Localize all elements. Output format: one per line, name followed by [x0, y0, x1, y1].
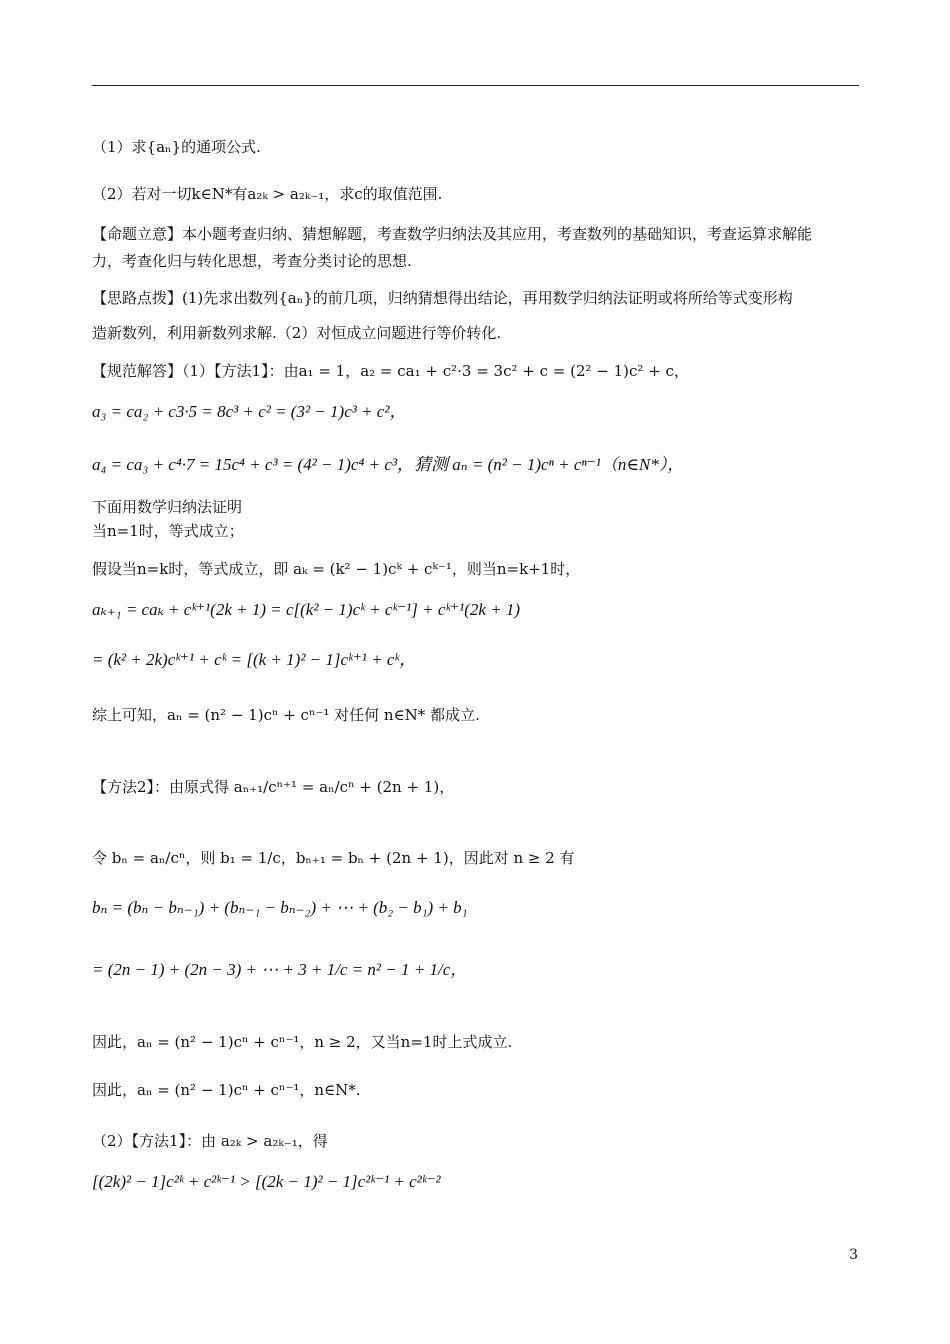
part2-method1-start: （2）【方法1】：由 a₂ₖ > a₂ₖ₋₁，得: [92, 1132, 328, 1150]
induction-base-case: 当n=1时，等式成立；: [92, 522, 244, 540]
hint-paragraph-line-1: 【思路点拨】(1)先求出数列{aₙ}的前几项，归纳猜想得出结论，再用数学归纳法证明或将所给等式变形构: [92, 289, 793, 307]
method2-result-n-ge-2: 因此，aₙ = (n² − 1)cⁿ + cⁿ⁻¹，n ≥ 2，又当n=1时上式成立.: [92, 1033, 513, 1051]
induction-hypothesis: 假设当n=k时，等式成立，即 aₖ = (k² − 1)cᵏ + cᵏ⁻¹，则当n=k+1时，: [92, 560, 581, 578]
hint-paragraph-line-2: 造新数列，利用新数列求解.（2）对恒成立问题进行等价转化.: [92, 324, 502, 342]
solution-method1-line-1: 【规范解答】（1）【方法1】：由a₁ = 1，a₂ = ca₁ + c²·3 = 3c² + c = (2² − 1)c² + c，: [92, 362, 689, 380]
problem-part-1: （1）求{aₙ}的通项公式.: [92, 138, 261, 156]
intent-paragraph-line-1: 【命题立意】本小题考查归纳、猜想解题，考查数学归纳法及其应用，考查数列的基础知识，考查运算求解能: [92, 225, 813, 243]
page-number: 3: [849, 1247, 858, 1263]
formula-part2-inequality: [(2k)² − 1]c²ᵏ + c²ᵏ⁻¹ > [(2k − 1)² − 1]c²ᵏ⁻¹ + c²ᵏ⁻²: [92, 1172, 441, 1191]
formula-induction-step-1: aₖ₊₁ = caₖ + cᵏ⁺¹(2k + 1) = c[(k² − 1)cᵏ + cᵏ⁻¹] + cᵏ⁺¹(2k + 1): [92, 600, 521, 619]
method2-define-b: 令 bₙ = aₙ/cⁿ，则 b₁ = 1/c，bₙ₊₁ = bₙ + (2n + 1)，因此对 n ≥ 2 有: [92, 849, 575, 867]
intent-paragraph-line-2: 力，考查化归与转化思想，考查分类讨论的思想.: [92, 252, 412, 270]
formula-a4-guess: a₄ = ca₃ + c⁴·7 = 15c⁴ + c³ = (4² − 1)c⁴ + c³，猜测 aₙ = (n² − 1)cⁿ + cⁿ⁻¹（n∈N*），: [92, 455, 685, 474]
conclusion-method1: 综上可知，aₙ = (n² − 1)cⁿ + cⁿ⁻¹ 对任何 n∈N* 都成立.: [92, 706, 480, 724]
method2-start: 【方法2】：由原式得 aₙ₊₁/cⁿ⁺¹ = aₙ/cⁿ + (2n + 1)，: [92, 778, 455, 796]
formula-induction-step-2: = (k² + 2k)cᵏ⁺¹ + cᵏ = [(k + 1)² − 1]cᵏ⁺¹ + cᵏ，: [92, 650, 417, 669]
formula-a3: a₃ = ca₂ + c3·5 = 8c³ + c² = (3² − 1)c³ + c²，: [92, 402, 407, 421]
problem-part-2: （2）若对一切k∈N*有a₂ₖ > a₂ₖ₋₁，求c的取值范围.: [92, 185, 443, 203]
header-rule: [92, 85, 859, 86]
induction-intro: 下面用数学归纳法证明: [92, 498, 243, 516]
formula-b-sum: = (2n − 1) + (2n − 3) + ⋯ + 3 + 1/c = n² − 1 + 1/c，: [92, 960, 468, 979]
formula-b-telescoping: bₙ = (bₙ − bₙ₋₁) + (bₙ₋₁ − bₙ₋₂) + ⋯ + (b₂ − b₁) + b₁: [92, 898, 468, 917]
method2-result-final: 因此，aₙ = (n² − 1)cⁿ + cⁿ⁻¹，n∈N*.: [92, 1081, 361, 1099]
